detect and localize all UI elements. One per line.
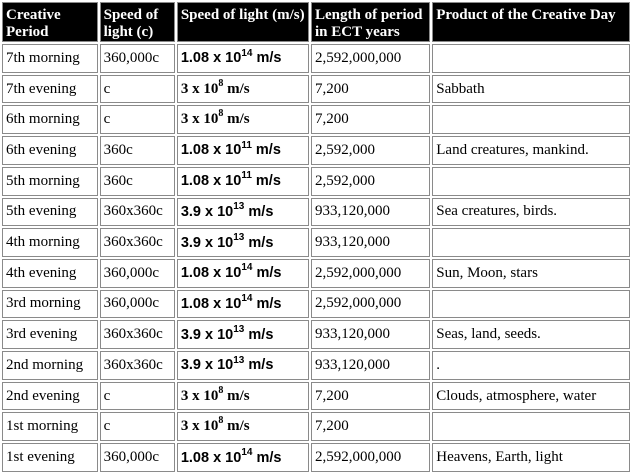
cell-period: 3rd morning [2, 290, 98, 319]
speed-mantissa: 3 x 10 [180, 80, 219, 97]
cell-speed-c: c [100, 412, 175, 441]
cell-speed-ms [177, 167, 309, 196]
speed-unit: m/s [223, 80, 250, 97]
cell-period: 5th morning [2, 167, 98, 196]
cell-length: 933,120,000 [311, 198, 430, 227]
speed-unit: m/s [223, 111, 250, 128]
cell-speed-c: 360c [100, 167, 175, 196]
table-row [2, 75, 630, 104]
speed-unit: m/s [252, 295, 282, 312]
cell-product: Sun, Moon, stars [432, 259, 630, 288]
cell-product: Sabbath [432, 75, 630, 104]
speed-exponent: 14 [241, 262, 253, 274]
speed-exponent: 8 [218, 415, 224, 427]
table-row [2, 228, 630, 257]
speed-exponent: 13 [233, 354, 245, 366]
table-row [2, 44, 630, 73]
speed-mantissa: 1.08 x 10 [180, 265, 242, 282]
cell-period: 5th evening [2, 198, 98, 227]
speed-unit: m/s [252, 449, 282, 466]
cell-period: 6th evening [2, 136, 98, 165]
cell-period: 1st morning [2, 412, 98, 441]
speed-mantissa: 3 x 10 [180, 111, 219, 128]
table-row [2, 351, 630, 380]
speed-exponent: 8 [218, 77, 224, 89]
header-creative-period: Creative Period [2, 2, 98, 42]
speed-mantissa: 3 x 10 [180, 418, 219, 435]
speed-mantissa: 3.9 x 10 [180, 203, 234, 220]
cell-period: 2nd evening [2, 382, 98, 411]
speed-unit: m/s [252, 50, 282, 67]
cell-period: 4th evening [2, 259, 98, 288]
cell-speed-c: 360x360c [100, 198, 175, 227]
speed-mantissa: 1.08 x 10 [180, 142, 242, 159]
cell-length: 7,200 [311, 382, 430, 411]
table-row [2, 198, 630, 227]
speed-exponent: 11 [241, 139, 252, 151]
speed-mantissa: 1.08 x 10 [180, 449, 242, 466]
header-row [2, 2, 630, 42]
cell-product: Seas, land, seeds. [432, 320, 630, 349]
cell-period: 7th evening [2, 75, 98, 104]
cell-length: 2,592,000 [311, 167, 430, 196]
cell-speed-ms [177, 198, 309, 227]
table-row [2, 382, 630, 411]
cell-period: 4th morning [2, 228, 98, 257]
cell-product: Heavens, Earth, light [432, 443, 630, 472]
table-row [2, 105, 630, 134]
header-speed-of-light-c: Speed of light (c) [100, 2, 175, 42]
speed-mantissa: 1.08 x 10 [180, 173, 242, 190]
table-row [2, 136, 630, 165]
table-row [2, 412, 630, 441]
cell-length: 2,592,000 [311, 136, 430, 165]
cell-product [432, 228, 630, 257]
cell-speed-ms [177, 412, 309, 441]
cell-speed-ms [177, 136, 309, 165]
table-row [2, 443, 630, 472]
cell-speed-ms [177, 320, 309, 349]
cell-speed-ms [177, 443, 309, 472]
speed-mantissa: 1.08 x 10 [180, 295, 242, 312]
cell-period: 6th morning [2, 105, 98, 134]
cell-speed-c: 360x360c [100, 351, 175, 380]
cell-period: 7th morning [2, 44, 98, 73]
cell-speed-c: 360x360c [100, 320, 175, 349]
cell-product [432, 290, 630, 319]
table-row [2, 290, 630, 319]
cell-length: 7,200 [311, 75, 430, 104]
cell-speed-ms [177, 105, 309, 134]
header-product: Product of the Creative Day [432, 2, 630, 42]
cell-length: 7,200 [311, 105, 430, 134]
cell-speed-ms [177, 75, 309, 104]
cell-length: 2,592,000,000 [311, 44, 430, 73]
cell-speed-c: c [100, 105, 175, 134]
table-row [2, 167, 630, 196]
table-row [2, 259, 630, 288]
header-length-of-period: Length of period in ECT years [311, 2, 430, 42]
cell-product [432, 167, 630, 196]
cell-product: . [432, 351, 630, 380]
speed-unit: m/s [251, 142, 281, 159]
speed-exponent: 14 [241, 293, 253, 305]
speed-unit: m/s [244, 234, 274, 251]
cell-speed-ms [177, 290, 309, 319]
cell-speed-c: 360,000c [100, 259, 175, 288]
cell-length: 2,592,000,000 [311, 443, 430, 472]
cell-speed-ms [177, 382, 309, 411]
speed-unit: m/s [223, 418, 250, 435]
header-speed-of-light-ms: Speed of light (m/s) [177, 2, 309, 42]
cell-product [432, 105, 630, 134]
cell-speed-c: c [100, 382, 175, 411]
table-row [2, 320, 630, 349]
cell-product: Land creatures, mankind. [432, 136, 630, 165]
cell-period: 3rd evening [2, 320, 98, 349]
speed-mantissa: 3.9 x 10 [180, 234, 234, 251]
cell-length: 2,592,000,000 [311, 290, 430, 319]
cell-period: 2nd morning [2, 351, 98, 380]
speed-exponent: 13 [233, 201, 245, 213]
cell-speed-c: 360c [100, 136, 175, 165]
speed-unit: m/s [244, 326, 274, 343]
cell-speed-c: 360x360c [100, 228, 175, 257]
speed-exponent: 14 [241, 47, 253, 59]
speed-exponent: 14 [241, 446, 253, 458]
speed-exponent: 13 [233, 231, 245, 243]
cell-length: 933,120,000 [311, 320, 430, 349]
cell-speed-c: 360,000c [100, 443, 175, 472]
cell-length: 933,120,000 [311, 351, 430, 380]
speed-mantissa: 3.9 x 10 [180, 357, 234, 374]
cell-speed-c: 360,000c [100, 290, 175, 319]
speed-unit: m/s [244, 203, 274, 220]
cell-length: 933,120,000 [311, 228, 430, 257]
speed-mantissa: 1.08 x 10 [180, 50, 242, 67]
speed-exponent: 8 [218, 108, 224, 120]
cell-product [432, 44, 630, 73]
speed-unit: m/s [223, 387, 250, 404]
cell-length: 2,592,000,000 [311, 259, 430, 288]
table-body [2, 44, 630, 472]
speed-unit: m/s [252, 265, 282, 282]
cell-speed-ms [177, 351, 309, 380]
speed-mantissa: 3.9 x 10 [180, 326, 234, 343]
speed-exponent: 13 [233, 323, 245, 335]
speed-mantissa: 3 x 10 [180, 387, 219, 404]
cell-speed-ms [177, 44, 309, 73]
speed-unit: m/s [251, 173, 281, 190]
cell-speed-ms [177, 259, 309, 288]
cell-product [432, 412, 630, 441]
cell-speed-c: c [100, 75, 175, 104]
cell-speed-ms [177, 228, 309, 257]
cell-product: Sea creatures, birds. [432, 198, 630, 227]
cell-speed-c: 360,000c [100, 44, 175, 73]
speed-exponent: 8 [218, 384, 224, 396]
cell-period: 1st evening [2, 443, 98, 472]
cell-product: Clouds, atmosphere, water [432, 382, 630, 411]
speed-unit: m/s [244, 357, 274, 374]
cell-length: 7,200 [311, 412, 430, 441]
speed-exponent: 11 [241, 170, 252, 182]
